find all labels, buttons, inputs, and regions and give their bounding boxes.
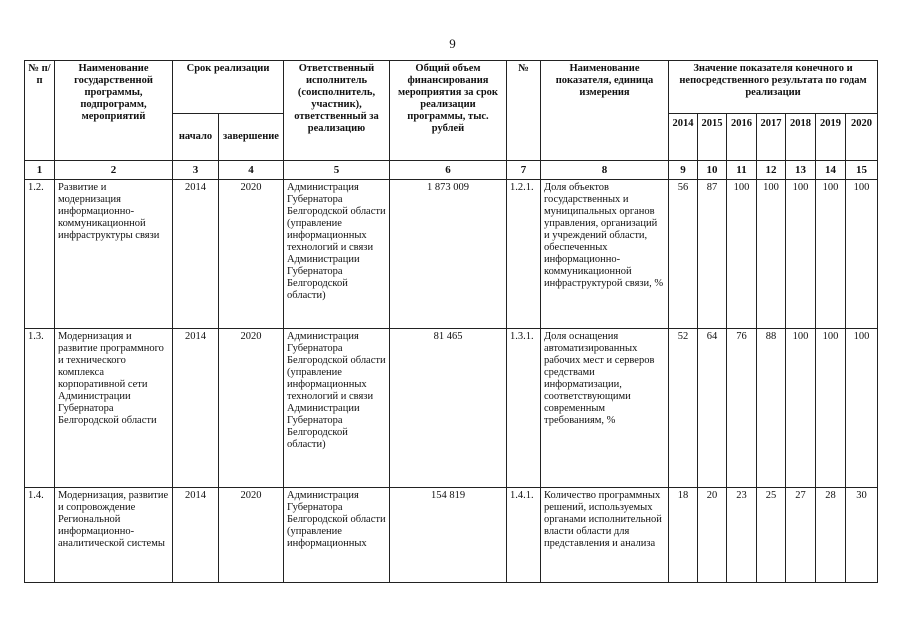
- header-year: 2017: [757, 114, 786, 161]
- row-value: 64: [698, 329, 727, 488]
- row-responsible: Администрация Губернатора Белгородской области (управление информационных: [284, 488, 390, 583]
- table-row: [25, 329, 878, 488]
- col-number: 13: [786, 161, 816, 180]
- header-end: завершение: [219, 114, 284, 161]
- row-value: 23: [727, 488, 757, 583]
- row-funding: 1 873 009: [390, 180, 507, 329]
- header-year: 2014: [669, 114, 698, 161]
- page-number: 9: [449, 36, 456, 51]
- col-number: 15: [846, 161, 878, 180]
- row-num: 1.2.: [25, 180, 55, 329]
- row-value: 25: [757, 488, 786, 583]
- col-number: 9: [669, 161, 698, 180]
- header-term: Срок реализации: [173, 61, 284, 114]
- row-value: 87: [698, 180, 727, 329]
- table-row: [25, 180, 878, 329]
- header-funding: Общий объем финансирования мероприятия за срок реализации программы, тыс. рублей: [390, 61, 507, 161]
- col-number: 3: [173, 161, 219, 180]
- row-indicator-num: 1.2.1.: [507, 180, 541, 329]
- table-row: [25, 488, 878, 583]
- row-value: 100: [816, 329, 846, 488]
- col-number: 10: [698, 161, 727, 180]
- row-end: 2020: [219, 329, 284, 488]
- row-value: 52: [669, 329, 698, 488]
- row-funding: 154 819: [390, 488, 507, 583]
- col-number: 6: [390, 161, 507, 180]
- header-num: № п/п: [25, 61, 55, 161]
- row-indicator-name: Доля оснащения автоматизированных рабочих мест и серверов средствами информатизации, соответствующими современным требованиям, %: [541, 329, 669, 488]
- col-number: 11: [727, 161, 757, 180]
- header-year: 2016: [727, 114, 757, 161]
- row-indicator-name: Количество программных решений, используемых органами исполнительной власти области для представления и анализа: [541, 488, 669, 583]
- row-value: 18: [669, 488, 698, 583]
- program-table: [24, 60, 878, 583]
- header-start: начало: [173, 114, 219, 161]
- row-num: 1.3.: [25, 329, 55, 488]
- row-end: 2020: [219, 488, 284, 583]
- row-start: 2014: [173, 329, 219, 488]
- row-value: 76: [727, 329, 757, 488]
- col-number: 12: [757, 161, 786, 180]
- row-program-name: Модернизация и развитие программного и технического комплекса корпоративной сети Администрации Губернатора Белгородской области: [55, 329, 173, 488]
- row-value: 28: [816, 488, 846, 583]
- row-value: 20: [698, 488, 727, 583]
- col-number: 2: [55, 161, 173, 180]
- row-start: 2014: [173, 180, 219, 329]
- header-year: 2015: [698, 114, 727, 161]
- header-indicator-num: №: [507, 61, 541, 161]
- row-value: 88: [757, 329, 786, 488]
- row-program-name: Развитие и модернизация информационно-коммуникационной инфраструктуры связи: [55, 180, 173, 329]
- row-responsible: Администрация Губернатора Белгородской области (управление информационных технологий и связи Администрации Губернатора Белгородской области): [284, 329, 390, 488]
- row-value: 100: [757, 180, 786, 329]
- col-number: 5: [284, 161, 390, 180]
- col-number: 1: [25, 161, 55, 180]
- row-value: 100: [816, 180, 846, 329]
- header-year: 2020: [846, 114, 878, 161]
- row-value: 100: [786, 180, 816, 329]
- header-program-name: Наименование государственной программы, подпрограмм, мероприятий: [55, 61, 173, 161]
- row-value: 100: [727, 180, 757, 329]
- row-value: 27: [786, 488, 816, 583]
- row-indicator-num: 1.4.1.: [507, 488, 541, 583]
- row-value: 56: [669, 180, 698, 329]
- row-indicator-name: Доля объектов государственных и муниципальных органов управления, организаций и учреждений области, обеспеченных информационно-коммуникационной инфраструктурой связи, %: [541, 180, 669, 329]
- header-indicator-name: Наименование показателя, единица измерения: [541, 61, 669, 161]
- row-start: 2014: [173, 488, 219, 583]
- col-number: 4: [219, 161, 284, 180]
- header-year: 2018: [786, 114, 816, 161]
- row-value: 100: [786, 329, 816, 488]
- row-program-name: Модернизация, развитие и сопровождение Региональной информационно-аналитической системы: [55, 488, 173, 583]
- row-end: 2020: [219, 180, 284, 329]
- row-value: 100: [846, 180, 878, 329]
- row-funding: 81 465: [390, 329, 507, 488]
- row-num: 1.4.: [25, 488, 55, 583]
- header-values-group: Значение показателя конечного и непосредственного результата по годам реализации: [669, 61, 878, 114]
- col-number: 7: [507, 161, 541, 180]
- header-year: 2019: [816, 114, 846, 161]
- col-number: 8: [541, 161, 669, 180]
- col-number: 14: [816, 161, 846, 180]
- header-responsible: Ответственный исполнитель (соисполнитель, участник), ответственный за реализацию: [284, 61, 390, 161]
- row-value: 30: [846, 488, 878, 583]
- row-responsible: Администрация Губернатора Белгородской области (управление информационных технологий и связи Администрации Губернатора Белгородской области): [284, 180, 390, 329]
- row-indicator-num: 1.3.1.: [507, 329, 541, 488]
- row-value: 100: [846, 329, 878, 488]
